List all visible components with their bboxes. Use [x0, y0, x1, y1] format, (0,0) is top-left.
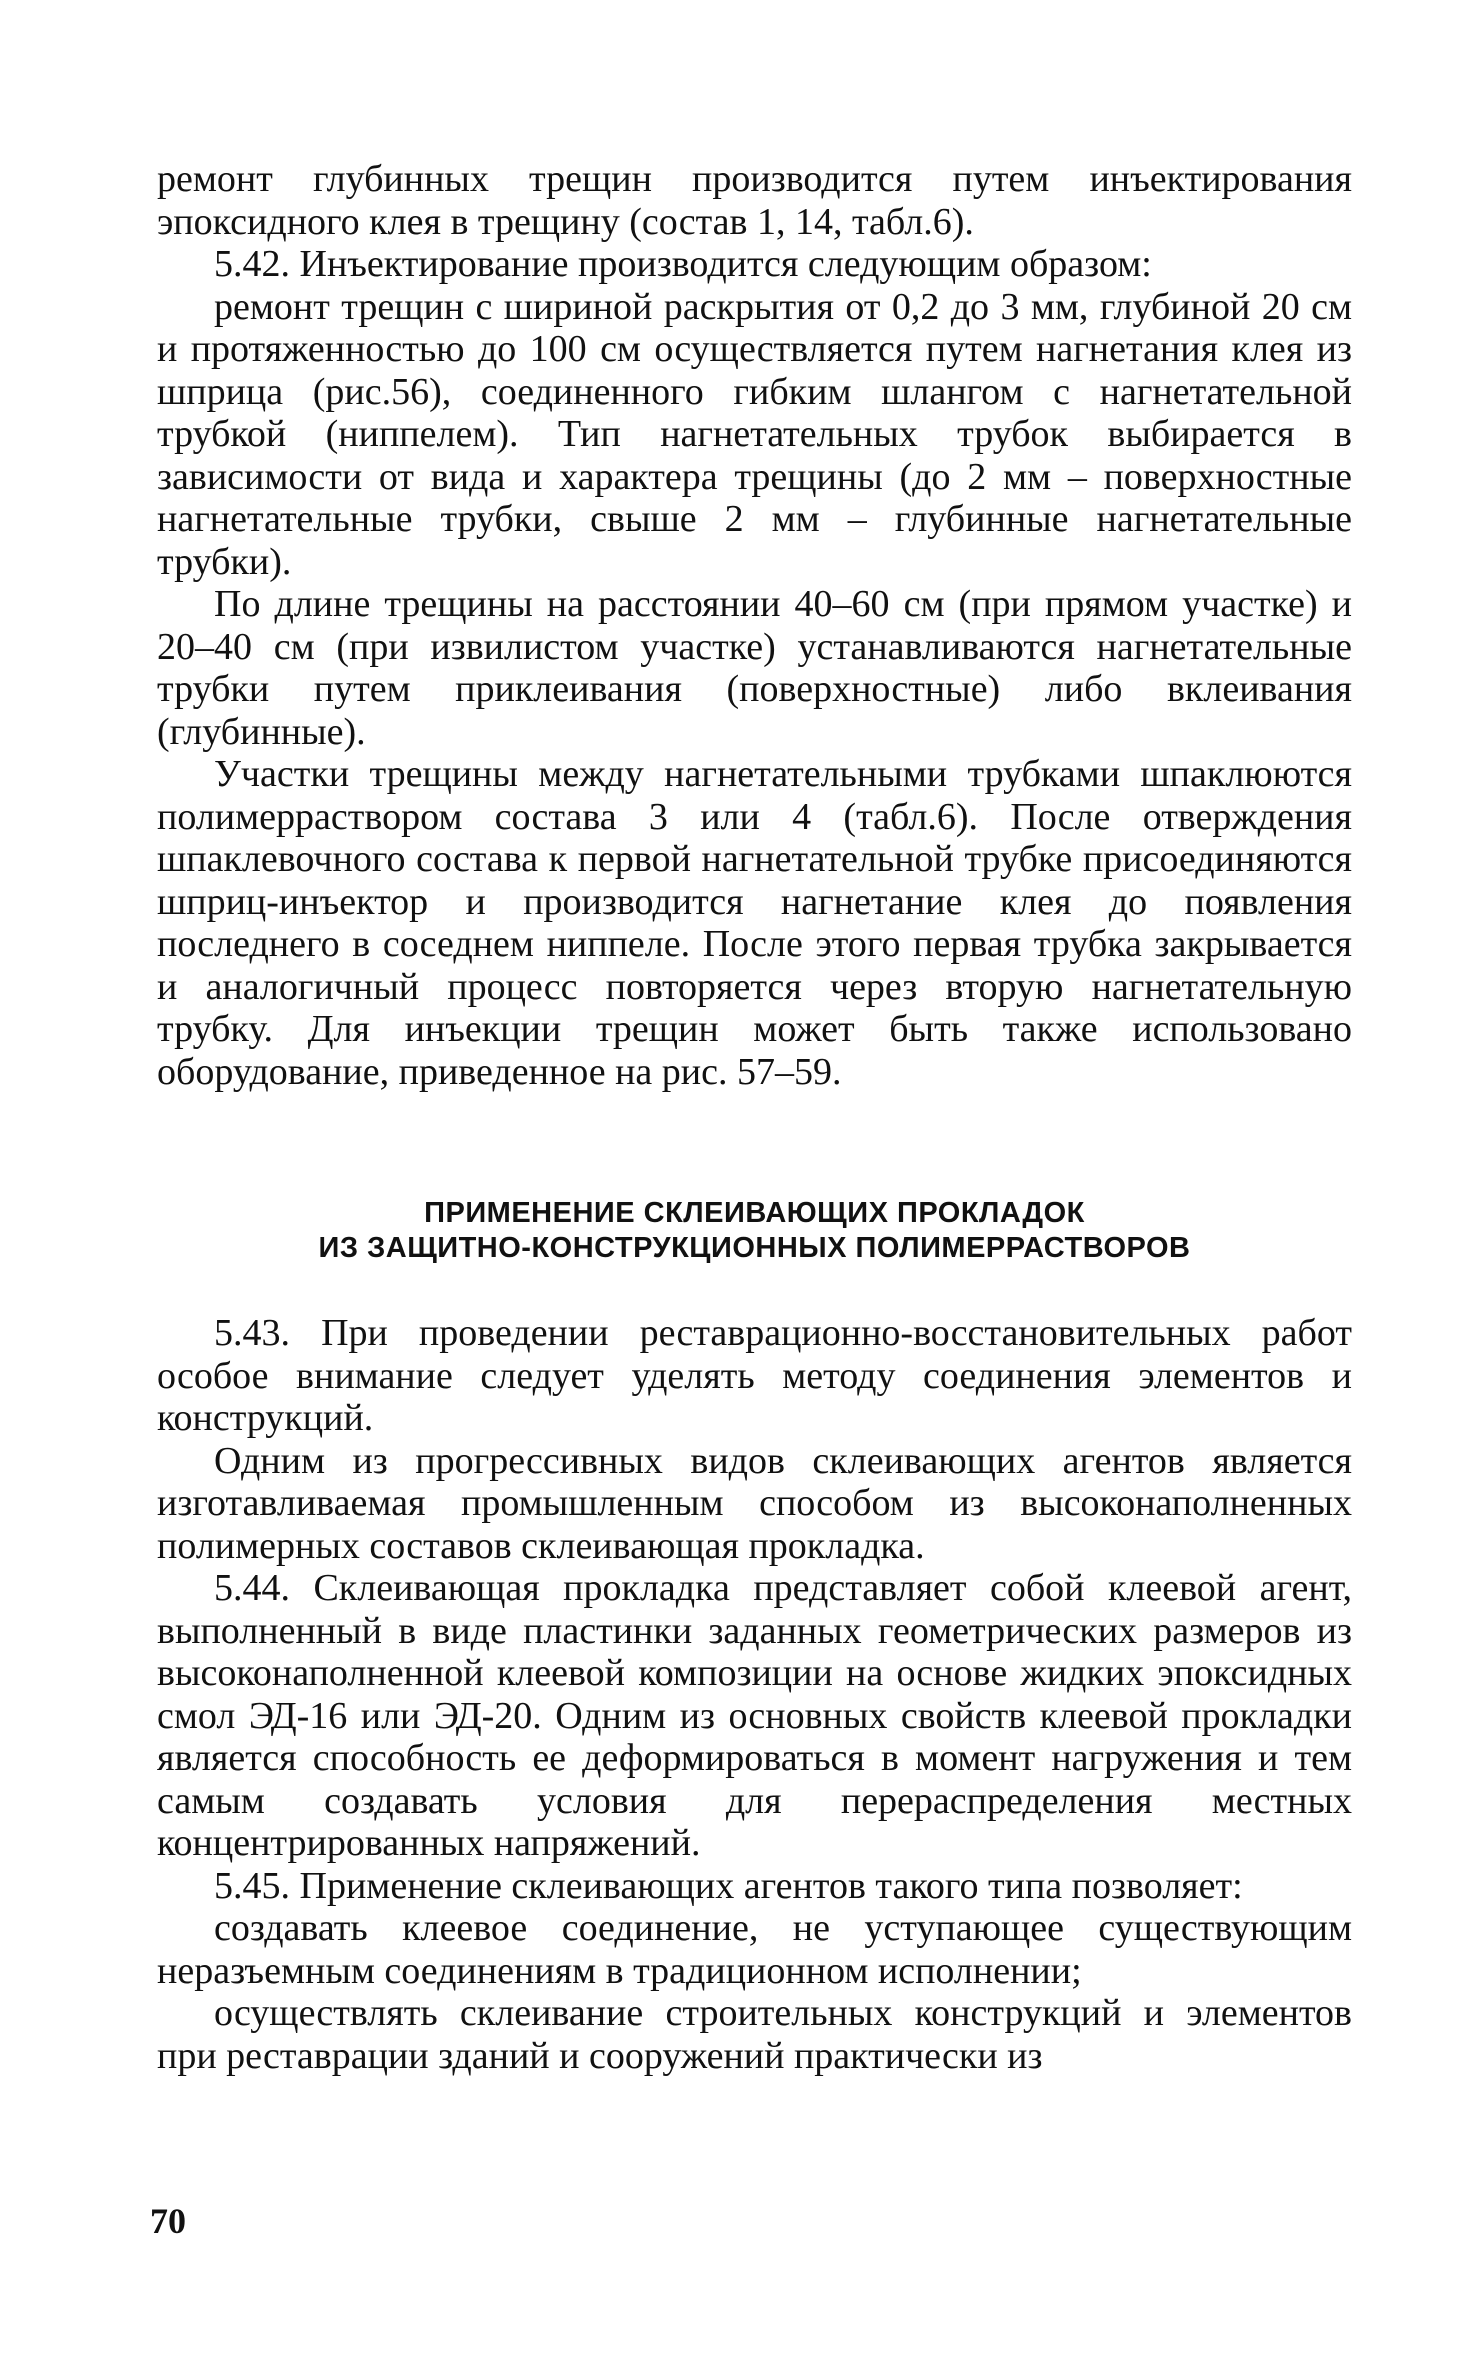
list-item: создавать клеевое соединение, не уступающее существующим неразъемным соединениям в традиционном исполнении;	[157, 1907, 1352, 1992]
section-heading-line-1: ПРИМЕНЕНИЕ СКЛЕИВАЮЩИХ ПРОКЛАДОК	[424, 1197, 1085, 1229]
section-heading-line-2: ИЗ ЗАЩИТНО-КОНСТРУКЦИОННЫХ ПОЛИМЕРРАСТВОРОВ	[318, 1232, 1191, 1264]
paragraph: ремонт трещин с шириной раскрытия от 0,2 до 3 мм, глубиной 20 см и протяженностью до 100 см осуществляется путем нагнетания клея из шприца (рис.56), соединенного гибким шлангом с нагнетательной трубкой (ниппелем). Тип нагнетательных трубок выбирается в зависимости от вида и характера трещины (до 2 мм – поверхностные нагнетательные трубки, свыше 2 мм – глубинные нагнетательные трубки).	[157, 285, 1352, 583]
section-heading	[157, 1196, 1352, 1266]
paragraph-section-5-43: 5.43. При проведении реставрационно-восстановительных работ особое внимание следует уделять методу соединения элементов и конструкций.	[157, 1312, 1352, 1439]
paragraph: По длине трещины на расстоянии 40–60 см (при прямом участке) и 20–40 см (при извилистом участке) устанавливаются нагнетательные трубки путем приклеивания (поверхностные) либо вклеивания (глубинные).	[157, 583, 1352, 753]
paragraph: Одним из прогрессивных видов склеивающих агентов является изготавливаемая промышленным способом из высоконаполненных полимерных составов склеивающая прокладка.	[157, 1439, 1352, 1567]
text-block-top	[157, 158, 1352, 1093]
paragraph: ремонт глубинных трещин производится путем инъектирования эпоксидного клея в трещину (состав 1, 14, табл.6).	[157, 158, 1352, 243]
paragraph-section-5-42: 5.42. Инъектирование производится следующим образом:	[214, 243, 1152, 285]
paragraph-section-5-45: 5.45. Применение склеивающих агентов такого типа позволяет:	[214, 1864, 1243, 1907]
page-number: 70	[150, 2201, 186, 2241]
text-block-bottom	[157, 1312, 1352, 2077]
paragraph-section-5-44: 5.44. Склеивающая прокладка представляет собой клеевой агент, выполненный в виде пластинки заданных геометрических размеров из высоконаполненной клеевой композиции на основе жидких эпоксидных смол ЭД-16 или ЭД-20. Одним из основных свойств клеевой прокладки является способность ее деформироваться в момент нагружения и тем самым создавать условия для перераспределения местных концентрированных напряжений.	[157, 1567, 1352, 1864]
list-item: осуществлять склеивание строительных конструкций и элементов при реставрации зданий и сооружений практически из	[157, 1992, 1352, 2077]
paragraph: Участки трещины между нагнетательными трубками шпаклюются полимерраствором состава 3 или 4 (табл.6). После отверждения шпаклевочного состава к первой нагнетательной трубке присоединяются шприц-инъектор и производится нагнетание клея до появления последнего в соседнем ниппеле. После этого первая трубка закрывается и аналогичный процесс повторяется через вторую нагнетательную трубку. Для инъекции трещин может быть также использовано оборудование, приведенное на рис. 57–59.	[157, 753, 1352, 1093]
